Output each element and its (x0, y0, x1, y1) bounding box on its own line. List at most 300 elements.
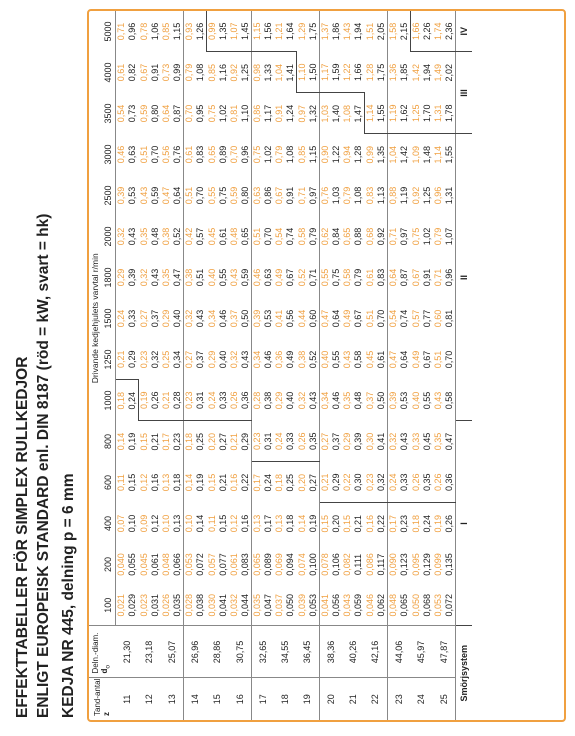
kw-value: 0,29 (342, 432, 352, 451)
kw-value: 0,61 (364, 268, 375, 287)
hk-value: 0,91 (150, 63, 160, 82)
hk-value: 0,31 (263, 421, 274, 462)
hk-value: 1,02 (218, 104, 228, 123)
kw-value: 1,04 (388, 134, 400, 175)
kw-value: 0,24 (116, 309, 126, 328)
table-row (263, 11, 274, 720)
kw-value: 1,21 (274, 11, 285, 52)
hk-value: 0,74 (285, 227, 296, 246)
kw-value: 0,38 (161, 227, 171, 246)
hk-value: 0,10 (127, 514, 138, 533)
table-row (172, 11, 184, 720)
hk-value: 0,96 (240, 145, 250, 164)
kw-value: 0,10 (161, 514, 171, 533)
kw-value: 0,81 (229, 104, 239, 123)
rpm-header-cell: 1250 (102, 339, 116, 380)
pitch-diameter: 47,87 (433, 626, 456, 678)
kw-value: 0,040 (116, 553, 126, 576)
hk-value: 0,55 (218, 268, 228, 287)
hk-value: 0,70 (444, 350, 454, 369)
hk-value: 0,30 (353, 462, 365, 503)
hk-value: 0,99 (172, 63, 182, 82)
hk-value: 0,072 (195, 553, 206, 576)
kw-value: 0,19 (433, 514, 443, 533)
kw-value: 0,026 (161, 593, 171, 617)
hk-value: 1,32 (308, 104, 318, 123)
kw-value: 0,45 (364, 350, 375, 369)
kw-value: 1,03 (320, 93, 332, 134)
lubrication-group: I (456, 421, 473, 626)
kw-value: 0,90 (320, 134, 332, 175)
hk-value: 0,75 (331, 268, 341, 287)
kw-value: 0,30 (364, 432, 375, 451)
hk-value: 0,083 (240, 553, 250, 576)
kw-value: 0,67 (274, 186, 284, 205)
col-header-z (89, 678, 116, 720)
kw-value: 1,14 (365, 93, 377, 134)
kw-value: 0,46 (252, 257, 264, 298)
hk-value: 0,16 (240, 514, 250, 533)
kw-value: 0,32 (138, 268, 149, 287)
hk-value: 0,45 (422, 432, 432, 451)
hk-value: 0,43 (127, 227, 138, 246)
tooth-count: 25 (433, 678, 456, 720)
hk-value: 0,75 (218, 186, 228, 205)
table-row (399, 11, 411, 720)
table-row (116, 11, 128, 720)
kw-value: 0,92 (410, 186, 421, 205)
hk-value: 0,041 (218, 593, 228, 617)
table-row (207, 11, 219, 720)
table-row (320, 11, 332, 720)
kw-value: 1,43 (342, 22, 352, 41)
hk-value: 0,37 (331, 432, 341, 451)
kw-value: 0,49 (342, 309, 352, 328)
kw-value: 0,28 (252, 380, 264, 421)
table-row (274, 11, 285, 720)
power-table (89, 11, 472, 720)
hk-value: 1,56 (263, 11, 274, 52)
kw-value: 0,023 (138, 593, 149, 617)
table-row (139, 11, 151, 720)
hk-value: 0,36 (444, 462, 456, 503)
hk-value: 1,35 (218, 11, 229, 52)
kw-value: 0,58 (342, 268, 352, 287)
kw-value: 0,86 (252, 93, 264, 134)
kw-value: 0,97 (296, 104, 307, 123)
kw-value: 0,79 (184, 52, 196, 93)
hk-value: 0,43 (240, 350, 250, 369)
hk-value: 1,70 (422, 93, 433, 134)
hk-value: 0,035 (172, 593, 182, 617)
kw-value: 0,43 (138, 186, 149, 205)
hk-value: 0,58 (353, 350, 364, 369)
hk-value: 0,32 (150, 350, 160, 369)
kw-value: 0,13 (252, 503, 264, 544)
hk-value: 0,33 (285, 421, 297, 462)
hk-value: 2,36 (444, 11, 456, 52)
hk-value: 0,106 (331, 553, 341, 576)
title-line-1: EFFEKTTABELLER FÖR SIMPLEX RULLKEDJOR (14, 356, 31, 718)
kw-value: 0,028 (184, 585, 196, 626)
hk-value: 1,06 (150, 22, 160, 41)
kw-value: 0,98 (252, 52, 264, 93)
kw-value: 0,75 (206, 104, 217, 123)
kw-value: 1,19 (388, 93, 400, 134)
hk-value: 1,02 (263, 145, 273, 164)
kw-value: 0,090 (388, 544, 400, 585)
kw-value: 0,030 (206, 593, 217, 617)
kw-value: 0,26 (433, 462, 444, 503)
rpm-header-cell: 800 (102, 421, 116, 462)
hk-value: 0,18 (285, 514, 296, 533)
kw-value: 0,40 (410, 391, 421, 410)
hk-value: 0,22 (240, 473, 250, 492)
kw-value: 0,38 (184, 257, 196, 298)
hk-value: 0,65 (240, 227, 250, 246)
hk-value: 1,17 (263, 104, 273, 123)
kw-value: 0,14 (184, 462, 196, 503)
rpm-header-cell: 200 (102, 544, 116, 585)
kw-value: 0,21 (229, 432, 239, 451)
hk-value: 0,072 (444, 593, 454, 617)
hk-value: 0,117 (376, 553, 386, 576)
col-header-z-symbol: z (102, 712, 112, 716)
hk-value: 0,70 (150, 145, 160, 164)
hk-value: 0,43 (399, 432, 410, 451)
hk-value: 1,15 (308, 145, 318, 164)
kw-value: 0,51 (138, 145, 149, 164)
hk-value: 1,94 (422, 63, 432, 82)
hk-value: 0,29 (127, 339, 139, 380)
hk-value: 0,52 (172, 227, 182, 246)
hk-value: 1,03 (331, 186, 341, 205)
tooth-count: 21 (342, 678, 365, 720)
hk-value: 1,02 (422, 227, 432, 246)
kw-value: 0,43 (229, 268, 239, 287)
kw-value: 0,20 (296, 473, 307, 492)
kw-value: 0,85 (161, 22, 171, 41)
kw-value: 1,07 (229, 11, 240, 52)
kw-value: 0,16 (229, 473, 239, 492)
kw-value: 0,64 (388, 257, 400, 298)
tooth-count: 23 (388, 678, 411, 720)
col-header-d-symbol: d (100, 668, 110, 674)
hk-value: 0,91 (422, 268, 432, 287)
hk-value: 1,75 (308, 22, 318, 41)
kw-value: 0,21 (116, 339, 128, 380)
hk-value: 0,79 (353, 268, 364, 287)
hk-value: 0,123 (399, 553, 410, 576)
hk-value: 0,24 (263, 473, 273, 492)
kw-value: 1,66 (411, 11, 423, 52)
kw-value: 0,26 (297, 421, 309, 462)
hk-value: 1,50 (308, 52, 320, 93)
kw-value: 1,49 (433, 63, 443, 82)
kw-value: 0,52 (296, 268, 307, 287)
kw-value: 0,13 (161, 473, 171, 492)
kw-value: 0,23 (365, 462, 377, 503)
hk-value: 1,41 (285, 63, 295, 82)
kw-value: 0,037 (274, 593, 284, 617)
hk-value: 0,43 (308, 391, 318, 410)
kw-value: 0,70 (184, 93, 196, 134)
kw-value: 0,33 (410, 432, 421, 451)
hk-value: 0,57 (195, 227, 206, 246)
hk-value: 0,15 (218, 514, 228, 533)
hk-value: 0,46 (331, 391, 341, 410)
kw-value: 0,51 (184, 175, 196, 216)
hk-value: 0,64 (172, 186, 182, 205)
kw-value: 0,20 (206, 432, 217, 451)
hk-value: 0,82 (127, 63, 138, 82)
hk-value: 1,94 (353, 22, 364, 41)
hk-value: 0,056 (331, 593, 341, 617)
hk-value: 0,47 (172, 268, 182, 287)
kw-value: 0,32 (116, 227, 126, 246)
hk-value: 0,044 (240, 593, 250, 617)
table-row (422, 11, 433, 720)
hk-value: 1,55 (444, 145, 454, 164)
kw-value: 0,44 (296, 309, 307, 328)
kw-value: 0,99 (364, 145, 375, 164)
kw-value: 0,35 (342, 391, 352, 410)
table-row (342, 11, 353, 720)
hk-value: 0,33 (218, 380, 229, 421)
col-header-d-sub: o (105, 664, 113, 669)
hk-value: 1,08 (353, 186, 364, 205)
pitch-diameter: 26,96 (184, 626, 207, 678)
lubrication-label: Smörjsystem (456, 626, 473, 720)
hk-value: 0,29 (240, 432, 250, 451)
hk-value: 1,42 (399, 145, 410, 164)
hk-value: 0,029 (127, 593, 138, 617)
kw-value: 0,37 (364, 391, 375, 410)
kw-value: 0,91 (274, 104, 284, 123)
tooth-count: 19 (297, 678, 320, 720)
table-row (376, 11, 388, 720)
kw-value: 0,92 (229, 63, 239, 82)
hk-value: 0,129 (422, 553, 432, 576)
table-row (184, 11, 196, 720)
kw-value: 0,67 (138, 63, 149, 82)
tooth-count: 22 (365, 678, 388, 720)
kw-value: 0,73 (161, 63, 171, 82)
hk-value: 2,15 (399, 22, 409, 41)
tooth-count: 15 (207, 678, 230, 720)
tooth-count: 17 (252, 678, 275, 720)
tooth-count: 16 (229, 678, 252, 720)
rpm-header-cell: 400 (102, 503, 116, 544)
tooth-count: 14 (184, 678, 207, 720)
kw-value: 0,10 (184, 503, 196, 544)
hk-value: 0,24 (422, 514, 432, 533)
hk-value: 1,10 (240, 104, 250, 123)
hk-value: 0,22 (376, 514, 386, 533)
kw-value: 0,79 (274, 145, 284, 164)
hk-value: 0,031 (150, 593, 160, 617)
kw-value: 0,96 (433, 186, 443, 205)
kw-value: 0,17 (252, 462, 264, 503)
hk-value: 0,43 (150, 268, 160, 287)
hk-value: 0,33 (399, 462, 411, 503)
kw-value: 0,061 (229, 553, 239, 576)
kw-value: 0,039 (296, 593, 307, 617)
kw-value: 0,32 (229, 350, 239, 369)
tooth-count: 11 (116, 678, 139, 720)
pitch-diameter: 42,16 (365, 626, 388, 678)
hk-value: 0,61 (376, 350, 386, 369)
tooth-count: 13 (161, 678, 184, 720)
hk-value: 0,53 (127, 186, 138, 205)
kw-value: 0,24 (274, 421, 285, 462)
kw-value: 0,35 (433, 432, 443, 451)
kw-value: 0,46 (116, 145, 126, 164)
pitch-diameter: 23,18 (139, 626, 162, 678)
table-row (285, 11, 297, 720)
col-header-d (89, 626, 116, 678)
kw-value: 0,68 (364, 227, 375, 246)
hk-value: 0,31 (195, 380, 207, 421)
hk-value: 0,76 (172, 145, 182, 164)
kw-value: 0,043 (342, 593, 352, 617)
kw-value: 0,93 (184, 11, 196, 52)
title-block (0, 0, 86, 736)
kw-value: 0,09 (138, 514, 149, 533)
hk-value: 0,81 (444, 309, 454, 328)
table-row (150, 11, 161, 720)
hk-value: 1,78 (444, 93, 456, 134)
kw-value: 0,49 (410, 350, 421, 369)
kw-value: 0,34 (320, 380, 332, 421)
hk-value: 0,89 (218, 145, 228, 164)
hk-value: 0,21 (218, 473, 228, 492)
hk-value: 0,96 (127, 22, 138, 41)
kw-value: 0,053 (433, 593, 443, 617)
kw-value: 0,21 (320, 462, 332, 503)
kw-value: 0,021 (116, 593, 126, 617)
kw-value: 0,58 (296, 227, 307, 246)
kw-value: 0,050 (410, 593, 421, 617)
rpm-header-cell: 4000 (102, 52, 116, 93)
kw-value: 0,23 (138, 350, 149, 369)
hk-value: 0,38 (263, 391, 273, 410)
table-row (252, 11, 264, 720)
kw-value: 0,27 (138, 309, 149, 328)
kw-value: 0,61 (116, 63, 126, 82)
pitch-diameter: 25,07 (161, 626, 184, 678)
kw-value: 0,71 (433, 268, 443, 287)
hk-value: 0,53 (399, 391, 410, 410)
hk-value: 0,047 (263, 593, 273, 617)
kw-value: 0,048 (161, 553, 171, 576)
kw-value: 0,70 (229, 145, 239, 164)
pitch-diameter: 40,26 (342, 626, 365, 678)
kw-value: 0,78 (138, 22, 149, 41)
pitch-diameter: 21,30 (116, 626, 139, 678)
hk-value: 0,83 (195, 145, 206, 164)
kw-value: 0,046 (364, 593, 375, 617)
hk-value: 1,64 (285, 11, 297, 52)
col-header-z-label: Tand-antal (93, 678, 103, 716)
hk-value: 2,26 (422, 11, 433, 52)
hk-value: 0,59 (240, 268, 250, 287)
kw-value: 0,37 (229, 309, 239, 328)
hk-value: 0,111 (353, 553, 364, 576)
kw-value: 0,21 (161, 380, 172, 421)
hk-value: 1,86 (331, 22, 341, 41)
kw-value: 0,55 (320, 257, 332, 298)
hk-value: 0,97 (308, 186, 318, 205)
kw-value: 0,75 (252, 134, 264, 175)
hk-value: 0,059 (353, 593, 364, 617)
power-table-rotated (89, 11, 564, 720)
table-row (161, 11, 172, 720)
kw-value: 1,04 (274, 63, 284, 82)
hk-value: 1,62 (399, 93, 411, 134)
hk-value: 0,40 (285, 391, 296, 410)
power-table-frame (87, 9, 566, 722)
hk-value: 1,75 (376, 63, 386, 82)
kw-value: 0,54 (116, 104, 126, 123)
kw-value: 1,36 (388, 52, 400, 93)
rpm-header-cell: 1500 (102, 298, 116, 339)
hk-value: 0,97 (399, 227, 410, 246)
hk-value: 0,64 (331, 309, 341, 328)
hk-value: 0,61 (218, 227, 228, 246)
hk-value: 0,95 (195, 104, 206, 123)
hk-value: 0,50 (376, 391, 386, 410)
hk-value: 0,29 (331, 462, 342, 503)
hk-value: 0,135 (444, 553, 454, 576)
kw-value: 0,47 (320, 298, 332, 339)
hk-value: 0,32 (376, 462, 388, 503)
kw-value: 0,38 (296, 350, 307, 369)
kw-value: 0,065 (252, 544, 264, 585)
hk-value: 0,46 (263, 350, 273, 369)
kw-value: 0,18 (274, 473, 284, 492)
table-row (433, 11, 444, 720)
hk-value: 0,70 (263, 227, 273, 246)
kw-value: 1,51 (364, 22, 375, 41)
pitch-diameter: 30,75 (229, 626, 252, 678)
kw-value: 0,14 (296, 514, 307, 533)
kw-value: 0,15 (206, 473, 217, 492)
kw-value: 0,57 (410, 309, 421, 328)
hk-value: 0,17 (263, 514, 273, 533)
kw-value: 0,17 (161, 432, 171, 451)
kw-value: 0,27 (184, 339, 196, 380)
kw-value: 0,47 (388, 339, 400, 380)
kw-value: 1,09 (410, 145, 421, 164)
lubrication-group: III (456, 52, 473, 134)
hk-value: 1,15 (172, 22, 182, 41)
kw-value: 0,15 (138, 432, 149, 451)
kw-value: 0,29 (116, 268, 126, 287)
kw-value: 0,086 (364, 553, 375, 576)
hk-value: 0,67 (422, 350, 432, 369)
kw-value: 0,64 (161, 104, 171, 123)
table-row (195, 11, 207, 720)
kw-value: 0,71 (116, 22, 126, 41)
kw-value: 0,041 (320, 585, 332, 626)
kw-value: 0,18 (410, 514, 421, 533)
kw-value: 0,43 (433, 391, 443, 410)
kw-value: 1,28 (364, 63, 375, 82)
kw-value: 0,39 (116, 186, 126, 205)
hk-value: 0,96 (444, 268, 454, 287)
table-row (365, 11, 377, 720)
